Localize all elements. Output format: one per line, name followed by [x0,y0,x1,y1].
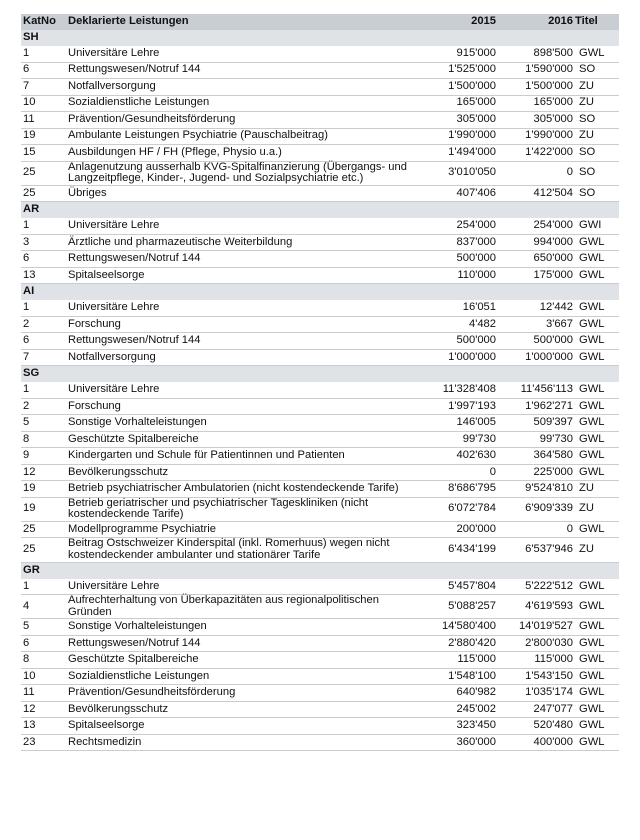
leistung-cell: Universitäre Lehre [66,579,414,595]
katno-cell: 25 [21,538,66,562]
titel-cell: GWI [573,218,619,234]
titel-cell: SO [573,62,619,79]
value-2015-cell: 500'000 [414,333,496,350]
value-2016-cell: 305'000 [496,112,573,129]
header-2016: 2016 [496,14,573,30]
value-2016-cell: 2'800'030 [496,635,573,652]
value-2016-cell: 1'590'000 [496,62,573,79]
leistung-cell: Rettungswesen/Notruf 144 [66,62,414,79]
value-2015-cell: 1'500'000 [414,79,496,96]
katno-cell: 6 [21,333,66,350]
value-2016-cell: 247'077 [496,701,573,718]
services-table [21,14,619,751]
katno-cell: 11 [21,112,66,129]
titel-cell: GWL [573,619,619,636]
value-2016-cell: 9'524'810 [496,481,573,498]
value-2016-cell: 500'000 [496,333,573,350]
katno-cell: 8 [21,431,66,448]
section-label: GR [21,562,619,579]
table-row [21,251,619,268]
table-row [21,464,619,481]
header-katno: KatNo [21,14,66,30]
leistung-cell: Universitäre Lehre [66,382,414,398]
section-row-ar [21,202,619,219]
leistung-cell: Ambulante Leistungen Psychiatrie (Pauschalbeitrag) [66,128,414,145]
titel-cell: GWL [573,316,619,333]
value-2015-cell: 5'457'804 [414,579,496,595]
titel-cell: GWL [573,579,619,595]
value-2016-cell: 412'504 [496,185,573,202]
header-leistungen: Deklarierte Leistungen [66,14,414,30]
table-row [21,538,619,562]
titel-cell: GWL [573,635,619,652]
leistung-cell: Spitalseelsorge [66,267,414,284]
value-2016-cell: 6'909'339 [496,497,573,521]
titel-cell: GWL [573,734,619,751]
value-2016-cell: 1'962'271 [496,398,573,415]
value-2016-cell: 5'222'512 [496,579,573,595]
value-2015-cell: 254'000 [414,218,496,234]
leistung-cell: Notfallversorgung [66,349,414,366]
value-2016-cell: 175'000 [496,267,573,284]
katno-cell: 4 [21,595,66,619]
table-row [21,635,619,652]
value-2016-cell: 12'442 [496,300,573,316]
katno-cell: 13 [21,267,66,284]
leistung-cell: Universitäre Lehre [66,46,414,62]
titel-cell: ZU [573,79,619,96]
value-2016-cell: 0 [496,161,573,185]
leistung-cell: Prävention/Gesundheitsförderung [66,112,414,129]
value-2016-cell: 400'000 [496,734,573,751]
value-2015-cell: 360'000 [414,734,496,751]
value-2016-cell: 509'397 [496,415,573,432]
section-row-gr [21,562,619,579]
katno-cell: 19 [21,497,66,521]
table-row [21,62,619,79]
value-2015-cell: 1'000'000 [414,349,496,366]
titel-cell: SO [573,145,619,162]
value-2015-cell: 5'088'257 [414,595,496,619]
value-2016-cell: 1'000'000 [496,349,573,366]
value-2016-cell: 14'019'527 [496,619,573,636]
value-2015-cell: 2'880'420 [414,635,496,652]
katno-cell: 11 [21,685,66,702]
titel-cell: ZU [573,481,619,498]
leistung-cell: Rettungswesen/Notruf 144 [66,251,414,268]
value-2015-cell: 3'010'050 [414,161,496,185]
katno-cell: 25 [21,521,66,538]
leistung-cell: Ausbildungen HF / FH (Pflege, Physio u.a.) [66,145,414,162]
table-row [21,145,619,162]
value-2016-cell: 1'543'150 [496,668,573,685]
table-row [21,161,619,185]
value-2015-cell: 115'000 [414,652,496,669]
value-2015-cell: 11'328'408 [414,382,496,398]
value-2015-cell: 500'000 [414,251,496,268]
section-row-sg [21,366,619,383]
value-2015-cell: 165'000 [414,95,496,112]
value-2015-cell: 146'005 [414,415,496,432]
leistung-cell: Rettungswesen/Notruf 144 [66,635,414,652]
value-2016-cell: 3'667 [496,316,573,333]
table-row [21,595,619,619]
table-row [21,46,619,62]
leistung-cell: Universitäre Lehre [66,218,414,234]
section-row-sh [21,30,619,46]
value-2015-cell: 6'072'784 [414,497,496,521]
titel-cell: ZU [573,95,619,112]
katno-cell: 15 [21,145,66,162]
section-row-ai [21,284,619,301]
leistung-cell: Betrieb psychiatrischer Ambulatorien (nicht kostendeckende Tarife) [66,481,414,498]
titel-cell: GWL [573,267,619,284]
katno-cell: 6 [21,62,66,79]
katno-cell: 1 [21,218,66,234]
table-row [21,316,619,333]
katno-cell: 1 [21,46,66,62]
leistung-cell: Kindergarten und Schule für Patientinnen und Patienten [66,448,414,465]
titel-cell: GWL [573,718,619,735]
table-row [21,267,619,284]
value-2016-cell: 4'619'593 [496,595,573,619]
leistung-cell: Bevölkerungsschutz [66,464,414,481]
value-2015-cell: 8'686'795 [414,481,496,498]
titel-cell: GWL [573,398,619,415]
header-titel: Titel [573,14,619,30]
value-2016-cell: 165'000 [496,95,573,112]
titel-cell: GWL [573,431,619,448]
value-2016-cell: 0 [496,521,573,538]
titel-cell: GWL [573,333,619,350]
leistung-cell: Geschützte Spitalbereiche [66,431,414,448]
value-2016-cell: 115'000 [496,652,573,669]
section-label: AI [21,284,619,301]
table-row [21,185,619,202]
value-2016-cell: 650'000 [496,251,573,268]
table-row [21,448,619,465]
table-row [21,415,619,432]
value-2016-cell: 520'480 [496,718,573,735]
katno-cell: 1 [21,382,66,398]
table-header-row [21,14,619,30]
value-2015-cell: 1'548'100 [414,668,496,685]
titel-cell: GWL [573,701,619,718]
katno-cell: 19 [21,481,66,498]
katno-cell: 1 [21,300,66,316]
table-row [21,128,619,145]
value-2015-cell: 16'051 [414,300,496,316]
leistung-cell: Rettungswesen/Notruf 144 [66,333,414,350]
value-2016-cell: 364'580 [496,448,573,465]
katno-cell: 1 [21,579,66,595]
table-row [21,300,619,316]
katno-cell: 8 [21,652,66,669]
table-row [21,521,619,538]
titel-cell: ZU [573,497,619,521]
value-2016-cell: 11'456'113 [496,382,573,398]
value-2015-cell: 1'997'193 [414,398,496,415]
leistung-cell: Betrieb geriatrischer und psychiatrischer Tageskliniken (nicht kostendeckende Tarife) [66,497,414,521]
section-label: SG [21,366,619,383]
katno-cell: 5 [21,619,66,636]
section-label: AR [21,202,619,219]
katno-cell: 9 [21,448,66,465]
katno-cell: 13 [21,718,66,735]
leistung-cell: Aufrechterhaltung von Überkapazitäten aus regionalpolitischen Gründen [66,595,414,619]
table-row [21,349,619,366]
katno-cell: 19 [21,128,66,145]
katno-cell: 12 [21,701,66,718]
leistung-cell: Sozialdienstliche Leistungen [66,95,414,112]
titel-cell: GWL [573,300,619,316]
table-row [21,734,619,751]
table-row [21,112,619,129]
leistung-cell: Universitäre Lehre [66,300,414,316]
table-row [21,701,619,718]
table-row [21,652,619,669]
table-row [21,685,619,702]
value-2015-cell: 110'000 [414,267,496,284]
value-2016-cell: 1'422'000 [496,145,573,162]
katno-cell: 3 [21,234,66,251]
katno-cell: 7 [21,349,66,366]
leistung-cell: Ärztliche und pharmazeutische Weiterbildung [66,234,414,251]
titel-cell: GWL [573,415,619,432]
value-2016-cell: 994'000 [496,234,573,251]
titel-cell: SO [573,185,619,202]
leistung-cell: Geschützte Spitalbereiche [66,652,414,669]
leistung-cell: Forschung [66,398,414,415]
value-2015-cell: 1'525'000 [414,62,496,79]
value-2015-cell: 407'406 [414,185,496,202]
header-2015: 2015 [414,14,496,30]
leistung-cell: Beitrag Ostschweizer Kinderspital (inkl. Romerhuus) wegen nicht kostendeckender ambulanter und stationärer Tarife [66,538,414,562]
katno-cell: 7 [21,79,66,96]
katno-cell: 6 [21,635,66,652]
table-row [21,481,619,498]
titel-cell: SO [573,112,619,129]
value-2016-cell: 898'500 [496,46,573,62]
table-row [21,234,619,251]
leistung-cell: Anlagenutzung ausserhalb KVG-Spitalfinanzierung (Übergangs- und Langzeitpflege, Kinder-, Jugend- und Sozialpsychiatrie etc.) [66,161,414,185]
table-row [21,668,619,685]
leistung-cell: Sonstige Vorhalteleistungen [66,415,414,432]
leistung-cell: Notfallversorgung [66,79,414,96]
katno-cell: 12 [21,464,66,481]
titel-cell: GWL [573,464,619,481]
leistung-cell: Forschung [66,316,414,333]
leistung-cell: Sonstige Vorhalteleistungen [66,619,414,636]
table-row [21,579,619,595]
katno-cell: 6 [21,251,66,268]
katno-cell: 5 [21,415,66,432]
table-row [21,497,619,521]
table-body [21,30,619,751]
table-row [21,398,619,415]
value-2015-cell: 402'630 [414,448,496,465]
titel-cell: GWL [573,448,619,465]
value-2015-cell: 915'000 [414,46,496,62]
table-row [21,718,619,735]
value-2016-cell: 6'537'946 [496,538,573,562]
titel-cell: GWL [573,234,619,251]
katno-cell: 25 [21,185,66,202]
value-2015-cell: 837'000 [414,234,496,251]
titel-cell: ZU [573,128,619,145]
value-2015-cell: 323'450 [414,718,496,735]
table-row [21,79,619,96]
value-2015-cell: 305'000 [414,112,496,129]
katno-cell: 23 [21,734,66,751]
value-2015-cell: 14'580'400 [414,619,496,636]
value-2016-cell: 99'730 [496,431,573,448]
table-row [21,218,619,234]
value-2015-cell: 4'482 [414,316,496,333]
value-2015-cell: 99'730 [414,431,496,448]
titel-cell: GWL [573,595,619,619]
leistung-cell: Bevölkerungsschutz [66,701,414,718]
titel-cell: GWL [573,46,619,62]
leistung-cell: Sozialdienstliche Leistungen [66,668,414,685]
titel-cell: GWL [573,382,619,398]
value-2015-cell: 640'982 [414,685,496,702]
titel-cell: GWL [573,668,619,685]
value-2015-cell: 0 [414,464,496,481]
table-row [21,382,619,398]
value-2016-cell: 225'000 [496,464,573,481]
leistung-cell: Rechtsmedizin [66,734,414,751]
titel-cell: GWL [573,521,619,538]
value-2015-cell: 200'000 [414,521,496,538]
katno-cell: 10 [21,668,66,685]
value-2015-cell: 1'990'000 [414,128,496,145]
titel-cell: GWL [573,349,619,366]
section-label: SH [21,30,619,46]
katno-cell: 25 [21,161,66,185]
value-2015-cell: 245'002 [414,701,496,718]
katno-cell: 10 [21,95,66,112]
leistung-cell: Prävention/Gesundheitsförderung [66,685,414,702]
table-row [21,333,619,350]
table-row [21,619,619,636]
katno-cell: 2 [21,316,66,333]
value-2016-cell: 254'000 [496,218,573,234]
value-2016-cell: 1'035'174 [496,685,573,702]
titel-cell: GWL [573,685,619,702]
titel-cell: GWL [573,251,619,268]
leistung-cell: Modellprogramme Psychiatrie [66,521,414,538]
value-2015-cell: 6'434'199 [414,538,496,562]
value-2015-cell: 1'494'000 [414,145,496,162]
titel-cell: SO [573,161,619,185]
table-row [21,431,619,448]
titel-cell: GWL [573,652,619,669]
leistung-cell: Übriges [66,185,414,202]
table-row [21,95,619,112]
value-2016-cell: 1'990'000 [496,128,573,145]
leistung-cell: Spitalseelsorge [66,718,414,735]
titel-cell: ZU [573,538,619,562]
value-2016-cell: 1'500'000 [496,79,573,96]
katno-cell: 2 [21,398,66,415]
